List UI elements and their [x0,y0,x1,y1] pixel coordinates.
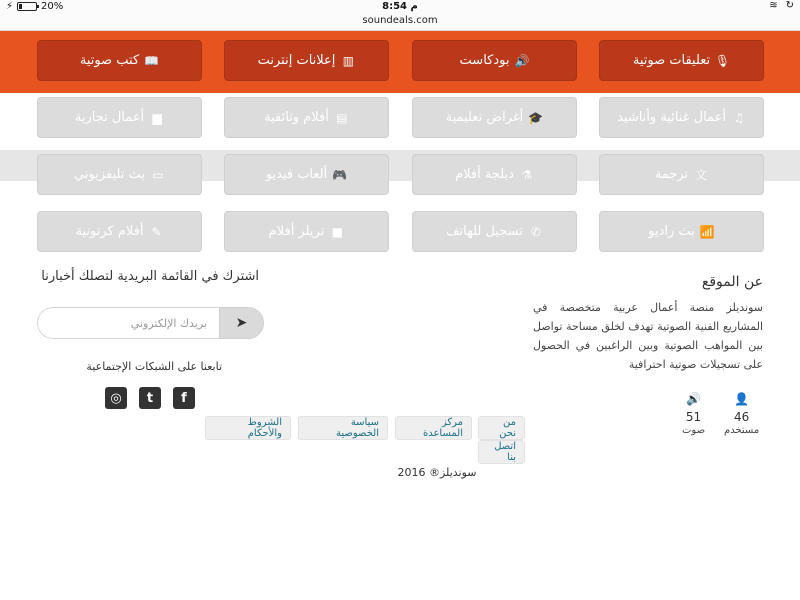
flask-icon: ⚗ [521,167,533,182]
category-button[interactable] [224,40,389,81]
category-label: إعلانات إنترنت [257,53,336,68]
category-label: تسجيل للهاتف [446,224,523,239]
category-button[interactable] [599,97,764,138]
category-label: بث راديو [648,224,695,239]
category-button[interactable] [224,211,389,252]
category-label: ترجمة [654,167,689,182]
about-title: عن الموقع [701,274,763,290]
category-button[interactable] [599,154,764,195]
category-label: أعمال تجارية [74,110,145,125]
category-label: أعمال غنائية وأناشيد [617,110,726,125]
battery-percent: 20% [41,1,64,12]
category-button[interactable] [412,40,577,81]
users-stat [724,392,759,436]
rotation-lock-icon: ↻ [785,0,794,11]
category-button[interactable] [37,211,202,252]
category-button[interactable] [412,154,577,195]
category-label: أغراض تعليمية [445,110,524,125]
gamepad-icon: 🎮 [332,167,348,182]
category-button[interactable] [224,154,389,195]
newsletter-title: اشترك في القائمة البريدية لتصلك أخبارنا [41,269,259,284]
volume-icon: 🔊 [514,53,530,68]
book-icon: 📖 [144,53,160,68]
category-button[interactable] [412,211,577,252]
instagram-icon[interactable]: ◎ [105,387,127,409]
newsletter-send-button[interactable] [219,307,264,339]
volume-icon: 🔊 [686,392,702,406]
category-label: كتب صوتية [79,53,140,68]
voices-count: 51 [685,410,702,424]
user-icon: 👤 [734,392,750,406]
category-label: أفلام كرتونية [75,224,144,239]
graduation-cap-icon: 🎓 [528,110,544,125]
category-button[interactable] [599,40,764,81]
map-icon: ▥ [342,53,355,68]
footer-link-privacy[interactable]: سياسة الخصوصية [298,416,388,440]
copyright: سونديلز® 2016 [397,466,477,479]
status-icons [769,0,794,11]
social-title: تابعنا على الشبكات الإجتماعية [86,360,222,373]
category-label: ألعاب فيديو [265,167,328,182]
category-button[interactable] [37,154,202,195]
category-button[interactable] [412,97,577,138]
category-button[interactable] [37,97,202,138]
footer-link-terms[interactable]: الشروط والأحكام [205,416,291,440]
about-text: سونديلز منصة أعمال عربية متخصصة في المشاريع الفنية الصوتية تهدف لخلق مساحة تواصل بين المواهب الصوتية وبين الراغبين في الحصول على تسجيلات صوتية احترافية [533,301,763,371]
footer-link-help[interactable]: مركز المساعدة [395,416,472,440]
category-label: تريلر أفلام [268,224,325,239]
footer-link-about[interactable]: من نحن [478,416,525,440]
film-icon: ▤ [336,110,348,125]
paper-plane-icon: ➤ [235,315,248,331]
charging-icon: ⚡ [6,1,14,12]
social-links [105,387,195,409]
translate-icon: 文 [695,168,708,182]
facebook-icon[interactable]: f [173,387,195,409]
category-label: تعليقات صوتية [632,53,711,68]
clock: 8:54 م [382,1,418,12]
category-label: بث تليفزيوني [74,167,145,182]
phone-icon: ✆ [530,224,541,239]
category-label: دبلجة أفلام [455,167,514,182]
newsletter-form [37,307,264,339]
music-icon: ♫ [733,110,745,125]
status-bar [0,0,800,14]
users-count: 46 [733,410,750,424]
users-label: مستخدم [724,425,760,436]
category-button[interactable] [224,97,389,138]
category-button[interactable] [37,40,202,81]
category-label: بودكاست [459,53,510,68]
wifi-icon: ≋ [769,0,778,11]
twitter-icon[interactable]: t [139,387,161,409]
microphone-icon: 🎙 [714,53,731,68]
address-bar[interactable]: soundeals.com [0,14,800,31]
voices-stat [682,392,705,436]
magic-wand-icon: ✎ [151,224,162,239]
footer-link-contact[interactable]: اتصل بنا [478,440,525,464]
wifi-icon: 📶 [699,224,715,239]
industry-icon: ▆ [152,110,162,125]
tv-icon: ▭ [152,167,164,182]
category-button[interactable] [599,211,764,252]
category-label: أفلام وثائقية [264,110,329,125]
email-input[interactable] [37,307,219,339]
voices-label: صوت [682,425,706,436]
video-camera-icon: ■ [331,224,343,239]
